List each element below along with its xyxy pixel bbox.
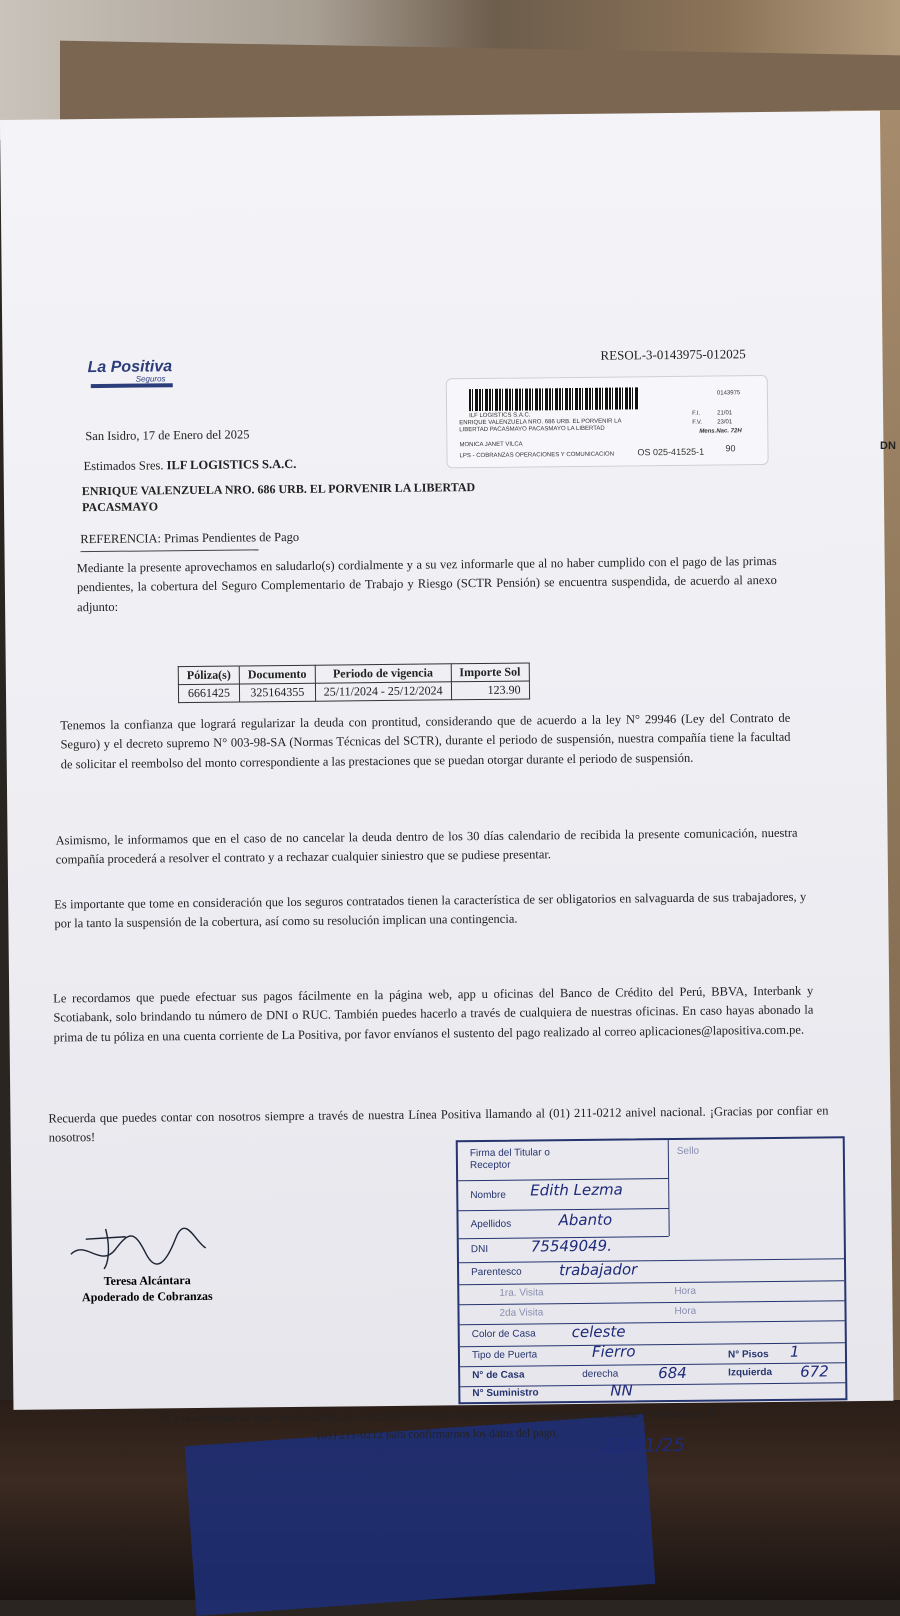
barcode xyxy=(469,387,639,411)
dni-value: 75549049. xyxy=(530,1236,613,1256)
label-dept: LPS - COBRANZAS OPERACIONES Y COMUNICACION xyxy=(459,451,615,460)
logo-name: La Positiva xyxy=(87,358,173,377)
reference: REFERENCIA: Primas Pendientes de Pago xyxy=(80,529,300,547)
salutation-prefix: Estimados Sres. xyxy=(83,458,164,474)
firma-label: Firma del Titular o Receptor xyxy=(469,1147,550,1172)
label-fv: F.V. xyxy=(692,419,703,426)
visita1-label: 1ra. Visita xyxy=(499,1287,544,1299)
label-address-1: ENRIQUE VALENZUELA NRO. 686 URB. EL PORVENIR LA xyxy=(459,418,622,427)
reference-underline xyxy=(81,549,259,552)
salutation xyxy=(84,455,297,477)
label-fv-value: 23/01 xyxy=(717,419,733,426)
derecha-label: derecha xyxy=(582,1368,619,1380)
signer xyxy=(72,1273,222,1306)
paragraph-5: Le recordamos que puede efectuar sus pagos fácilmente en la página web, app u oficinas del Banco de Crédito del Perú, BBVA, Interbank y Scotiabank, solo brindando tu número de DNI o RUC. También puedes hacerlo a través de cualquiera de nuestras oficinas. En caso hayas abonado la prima de tu póliza en una cuenta corriente de La Positiva, por favor envíanos el sustento del pago realizado al correo aplicaciones@lapositiva.com.pe. xyxy=(53,983,814,1045)
signer-title: Apoderado de Cobranzas xyxy=(81,1288,213,1304)
policy-table xyxy=(178,662,530,703)
paragraph-3: Asimismo, le informamos que en el caso de no cancelar la deuda dentro de los 30 días calendario de recibida la presente comunicación, nuestra compañía procederá a resolver el contrato y a rechazar cualquier siniestro que se pudiese presentar. xyxy=(55,825,798,867)
label-mens: Mens.Nac. 72H xyxy=(699,428,742,435)
suministro-value: NN xyxy=(610,1381,633,1400)
table-row xyxy=(178,681,529,703)
footer-line-2: (01) 211-0212 para confirmarnos los datos del pago. xyxy=(317,1427,559,1443)
color-value: celeste xyxy=(571,1322,626,1342)
label-company: ILF LOGISTICS S.A.C. xyxy=(469,412,531,420)
edge-text: DN xyxy=(880,440,896,452)
paragraph-1: Mediante la presente aprovechamos en saludarlo(s) cordialmente y a su vez informarle que al no haber cumplido con el pago de las primas pendientes, la cobertura del Seguro Complementario de Trabajo y Riesgo (SCTR Pensión) se encuentra suspendida, de acuerdo al anexo adjunto: xyxy=(76,553,777,614)
label-address-2: LIBERTAD PACASMAYO PACASMAYO LA LIBERTAD xyxy=(459,425,605,434)
logo-bar xyxy=(91,383,173,388)
logo-sub: Seguros xyxy=(135,374,166,384)
signer-name: Teresa Alcántara xyxy=(103,1273,191,1288)
apellidos-label: Apellidos xyxy=(470,1218,512,1231)
letter-page xyxy=(0,111,893,1457)
hora1-label: Hora xyxy=(674,1285,697,1298)
label-code: 0143975 xyxy=(716,390,741,397)
coverage-period: 25/11/2024 - 25/12/2024 xyxy=(315,682,451,701)
izquierda-label: Izquierda xyxy=(728,1366,773,1379)
puerta-label: Tipo de Puerta xyxy=(471,1349,538,1362)
color-label: Color de Casa xyxy=(471,1328,536,1341)
stamp-row-firma xyxy=(458,1140,668,1181)
table-header: Documento xyxy=(239,665,315,684)
table-header: Periodo de vigencia xyxy=(315,664,451,683)
recipient-address: ENRIQUE VALENZUELA NRO. 686 URB. EL PORVENIR LA LIBERTAD PACASMAYO xyxy=(81,480,476,515)
footer-line-1: Si a la recepción de esta comunicación, ya cancelaste tu deuda, te pedimos hacer caso omiso a la misma y comunícate al xyxy=(160,1407,715,1426)
label-fi: F.I. xyxy=(692,410,701,417)
handwritten-date: 21/01/25 xyxy=(603,1434,685,1457)
salutation-company: ILF LOGISTICS S.A.C. xyxy=(166,456,297,473)
pisos-value: 1 xyxy=(789,1342,800,1361)
label-person: MONICA JANET VILCA xyxy=(459,441,523,449)
signature xyxy=(66,1218,217,1280)
letter-date: San Isidro, 17 de Enero del 2025 xyxy=(85,427,250,444)
ncasa-label: N° de Casa xyxy=(472,1369,525,1382)
sello-box xyxy=(668,1138,843,1236)
stamp-row-suministro xyxy=(460,1382,845,1402)
table-header: Póliza(s) xyxy=(178,666,239,685)
policy-number: 6661425 xyxy=(178,684,239,703)
label-os: OS 025-41525-1 xyxy=(637,446,705,458)
stamp-row-apellidos xyxy=(458,1208,668,1239)
derecha-value: 684 xyxy=(658,1363,687,1383)
pisos-label: N° Pisos xyxy=(727,1349,769,1361)
shipping-label xyxy=(446,375,769,468)
reception-stamp xyxy=(456,1136,848,1404)
paragraph-6: Recuerda que puedes contar con nosotros siempre a través de nuestra Línea Positiva llamando al (01) 211-0212 anivel nacional. ¡Gracias por confiar en nosotros! xyxy=(48,1103,829,1145)
izquierda-value: 672 xyxy=(800,1362,829,1381)
parentesco-label: Parentesco xyxy=(471,1266,522,1279)
nombre-label: Nombre xyxy=(470,1189,506,1202)
visita2-label: 2da Visita xyxy=(499,1307,544,1319)
table-header: Importe Sol xyxy=(451,663,529,682)
apellidos-value: Abanto xyxy=(558,1210,613,1230)
label-fi-value: 21/01 xyxy=(717,410,733,417)
parentesco-value: trabajador xyxy=(558,1260,638,1280)
puerta-value: Fierro xyxy=(591,1342,636,1361)
label-os-num: 90 xyxy=(725,443,736,454)
resolution-code: RESOL-3-0143975-012025 xyxy=(600,346,746,363)
hora2-label: Hora xyxy=(674,1305,697,1318)
nombre-value: Edith Lezma xyxy=(530,1180,623,1200)
paragraph-4: Es importante que tome en consideración que los seguros contratados tienen la característica de ser obligatorios en salvaguarda de sus trabajadores, y por la tanto la suspensión de la cobertura, así como su resolución implican una contingencia. xyxy=(54,889,807,931)
paragraph-2: Tenemos la confianza que logrará regularizar la deuda con prontitud, considerando que de acuerdo a la ley N° 29946 (Ley del Contrato de Seguro) y el decreto supremo N° 003-98-SA (Normas Técnicas del SCTR), durante el periodo de suspensión, nuestra compañía tiene la facultad de solicitar el reembolso del monto correspondiente a las prestaciones que se puedan otorgar durante el periodo de suspensión. xyxy=(60,710,791,772)
amount: 123.90 xyxy=(451,681,529,700)
dni-label: DNI xyxy=(470,1243,489,1256)
stamp-row-nombre xyxy=(458,1178,668,1211)
document-number: 325164355 xyxy=(239,683,315,702)
suministro-label: N° Suministro xyxy=(472,1387,539,1400)
sello-label: Sello xyxy=(676,1145,700,1157)
